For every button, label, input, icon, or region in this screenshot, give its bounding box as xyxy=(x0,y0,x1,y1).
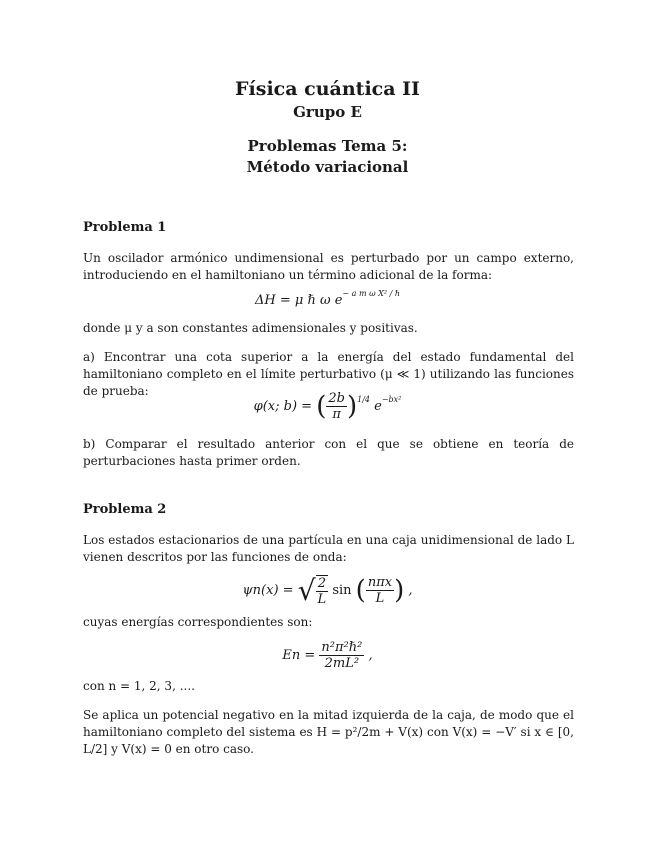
eq-phi-power: 1/4 xyxy=(357,395,370,404)
eq-phi-lhs: φ(x; b) = xyxy=(253,399,313,414)
document-group: Grupo E xyxy=(293,103,362,121)
problem-2-energies-intro: cuyas energías correspondientes son: xyxy=(83,615,313,629)
eq-en-tail: , xyxy=(368,648,373,663)
eq-phi-numerator: 2b xyxy=(328,391,345,406)
problem-1-equation-trial-function xyxy=(0,391,655,422)
problem-1-heading: Problema 1 xyxy=(83,220,167,235)
eq-en-numerator: n²π²ℏ² xyxy=(321,640,363,655)
problem-2-equation-energies xyxy=(0,640,655,671)
problem-2-potential: Se aplica un potencial negativo en la mitad izquierda de la caja, de modo que el hamiltoniano completo del sistema es H = p²/2m + V(x) con V(x) = −V′ si x ∈ [0, L/2] y V(x) = 0 en otro caso. xyxy=(83,708,574,756)
left-paren-glyph: ( xyxy=(355,575,366,606)
eq-phi-denominator: π xyxy=(332,407,341,422)
eq-delta-h-exponent: − a m ω X² / ℏ xyxy=(342,289,400,298)
problem-1-part-b: b) Comparar el resultado anterior con el que se obtiene en teoría de perturbaciones hasta primer orden. xyxy=(83,437,574,468)
eq-psi-arg-den: L xyxy=(375,591,385,606)
problem-2-intro: Los estados estacionarios de una partícula en una caja unidimensional de lado L vienen descritos por las funciones de onda: xyxy=(83,533,574,564)
document-subtitle-method: Método variacional xyxy=(246,158,409,176)
eq-psi-tail: , xyxy=(408,583,413,598)
problem-2-n-values: con n = 1, 2, 3, .... xyxy=(83,679,195,693)
eq-delta-h-lhs: ΔH = μ ℏ ω e xyxy=(255,293,343,308)
problem-1-constants: donde μ y a son constantes adimensionales y positivas. xyxy=(83,321,418,335)
eq-psi-sin: sin xyxy=(332,583,352,598)
eq-phi-fraction xyxy=(326,391,347,422)
eq-psi-lhs: ψn(x) = xyxy=(242,583,294,598)
left-paren-glyph: ( xyxy=(316,391,327,422)
document-subtitle-topic: Problemas Tema 5: xyxy=(247,137,408,155)
document-title: Física cuántica II xyxy=(235,78,420,100)
problem-1-intro: Un oscilador armónico undimensional es perturbado por un campo externo, introduciendo en el hamiltoniano un término adicional de la forma: xyxy=(83,251,574,282)
problem-1-part-a: a) Encontrar una cota superior a la energía del estado fundamental del hamiltoniano completo en el límite perturbativo (μ ≪ 1) utilizando las funciones de prueba: xyxy=(83,350,574,398)
eq-en-lhs: En = xyxy=(282,648,316,663)
eq-phi-exp-base: e xyxy=(374,399,382,414)
eq-psi-sqrt-fraction xyxy=(316,576,329,607)
eq-psi-sqrt-box xyxy=(316,575,329,607)
problem-2-equation-wavefunction xyxy=(0,574,655,607)
eq-psi-sqrt-den: L xyxy=(317,591,327,607)
right-paren-glyph: ) xyxy=(346,391,358,422)
eq-en-fraction xyxy=(319,640,364,671)
eq-psi-sqrt-num: 2 xyxy=(316,576,329,592)
sqrt-glyph: √ xyxy=(297,574,316,607)
right-paren-glyph: ) xyxy=(394,575,405,606)
problem-2-heading: Problema 2 xyxy=(83,502,167,517)
problem-1-equation-delta-h xyxy=(0,289,655,308)
eq-psi-arg-num: nπx xyxy=(367,575,393,590)
eq-phi-exponent: −bx² xyxy=(381,395,402,404)
eq-en-denominator: 2mL² xyxy=(324,656,360,671)
eq-psi-arg-fraction xyxy=(366,575,394,606)
